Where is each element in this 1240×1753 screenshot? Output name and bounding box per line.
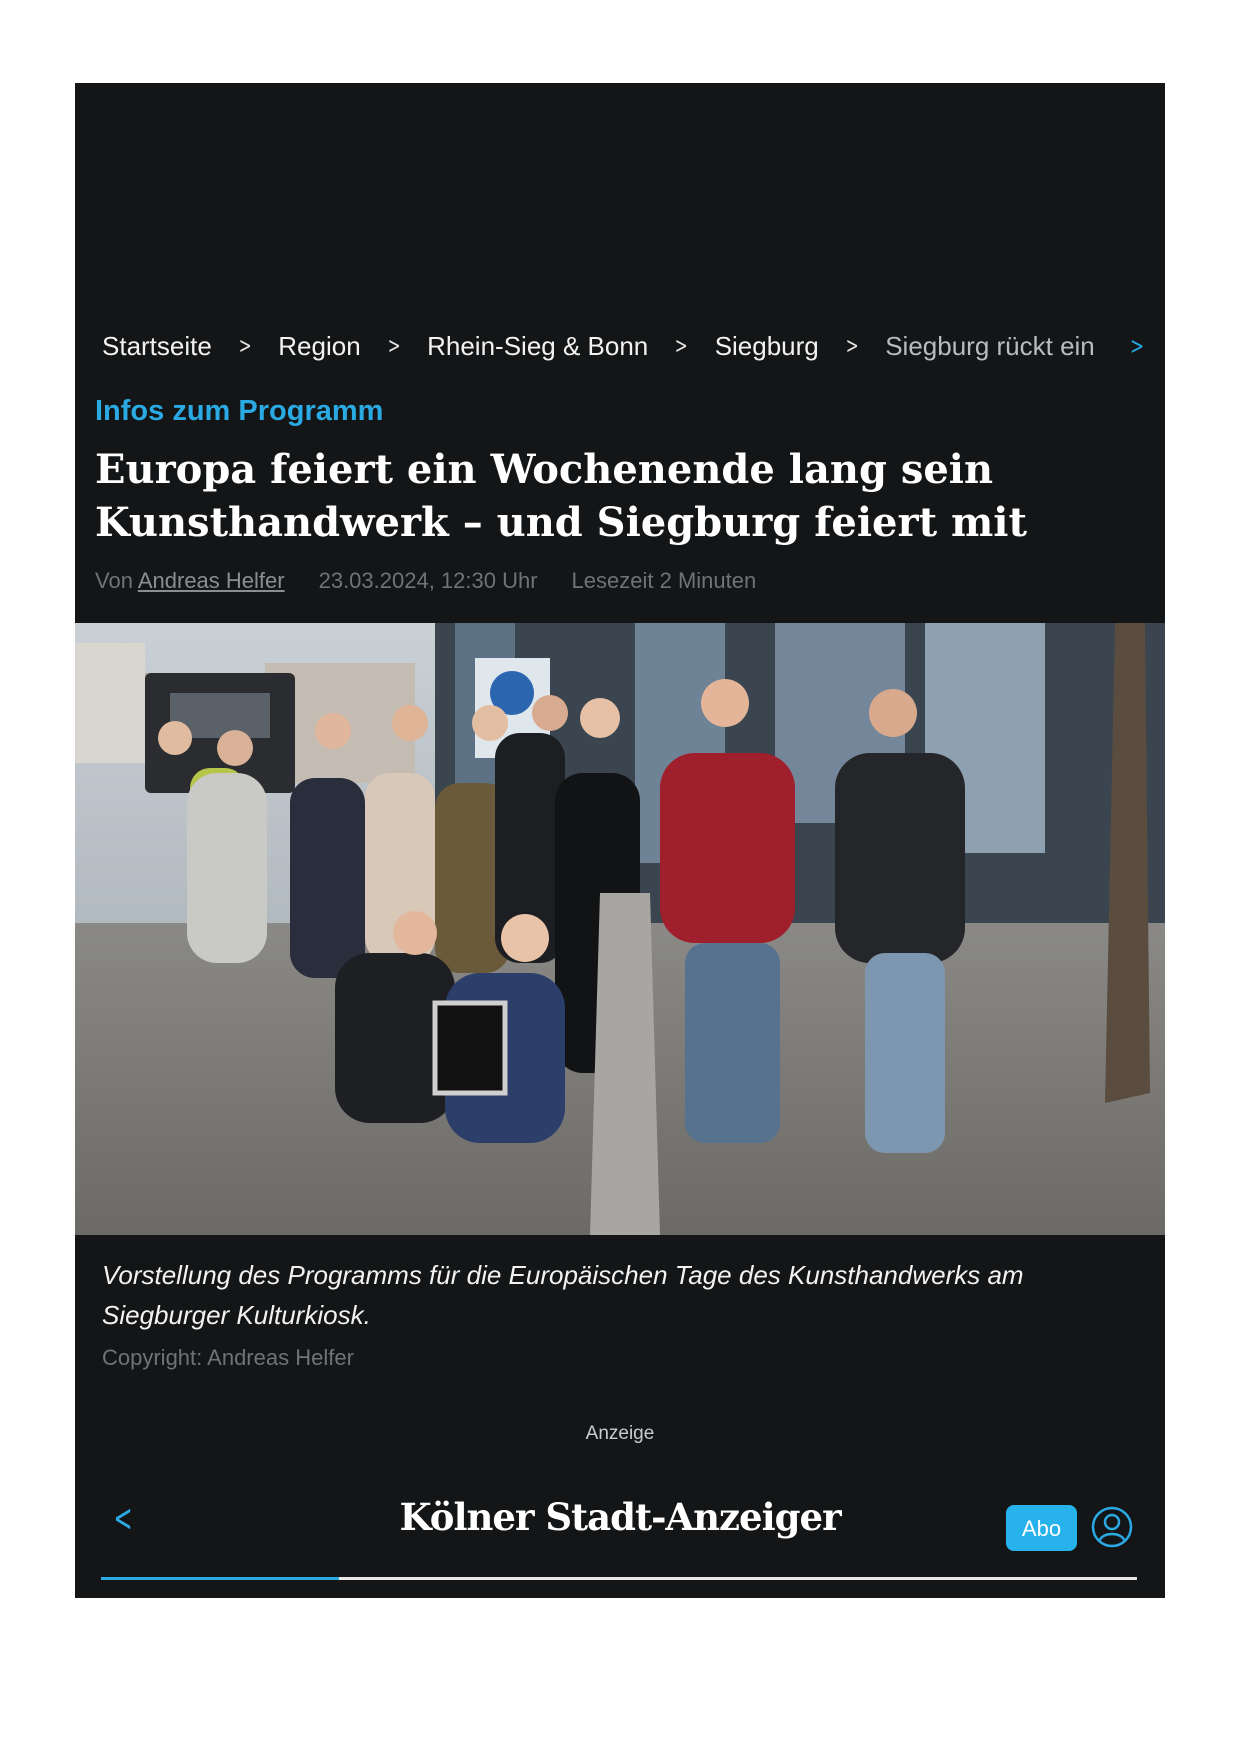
headline-line-1: Europa feiert ein Wochenende lang sein bbox=[95, 446, 994, 493]
chevron-right-icon: > bbox=[387, 333, 401, 359]
article-photo bbox=[75, 623, 1165, 1235]
publish-date: 23.03.2024, 12:30 Uhr bbox=[318, 568, 538, 593]
site-logo[interactable]: Kölner Stadt-Anzeiger bbox=[399, 1495, 841, 1539]
reading-time: Lesezeit 2 Minuten bbox=[571, 568, 757, 593]
breadcrumb-scroll-chevron-right-icon[interactable]: > bbox=[1129, 332, 1144, 360]
user-circle-icon[interactable] bbox=[1090, 1505, 1134, 1549]
reading-progress-track bbox=[101, 1577, 1137, 1580]
breadcrumb-item-startseite[interactable]: Startseite bbox=[102, 330, 212, 361]
photo-copyright: Copyright: Andreas Helfer bbox=[102, 1345, 354, 1370]
breadcrumb-item-rhein-sieg-bonn[interactable]: Rhein-Sieg & Bonn bbox=[427, 330, 649, 361]
chevron-right-icon: > bbox=[675, 333, 688, 359]
article-headline bbox=[95, 443, 1135, 549]
article-photo-image bbox=[75, 623, 1165, 1235]
ad-label: Anzeige bbox=[585, 1423, 655, 1444]
chevron-right-icon: > bbox=[845, 333, 859, 359]
photo-caption: Vorstellung des Programms für die Europäischen Tage des Kunsthandwerks am Siegburger Kulturkiosk. bbox=[102, 1260, 1024, 1330]
abo-button[interactable]: Abo bbox=[1006, 1505, 1077, 1551]
reading-progress-fill bbox=[101, 1577, 339, 1580]
breadcrumb-item-region[interactable]: Region bbox=[278, 330, 361, 361]
user-circle-icon-svg bbox=[1090, 1505, 1134, 1549]
breadcrumb-current: Siegburg rückt ein bbox=[885, 330, 1095, 361]
chevron-right-icon: > bbox=[238, 333, 252, 359]
headline-line-2: Kunsthandwerk – und Siegburg feiert mit bbox=[95, 499, 1027, 546]
byline bbox=[95, 568, 285, 594]
breadcrumb bbox=[102, 323, 1142, 369]
byline-prefix: Von bbox=[95, 568, 133, 593]
article-page bbox=[75, 83, 1165, 1598]
author-link[interactable]: Andreas Helfer bbox=[137, 568, 285, 593]
breadcrumb-item-siegburg[interactable]: Siegburg bbox=[714, 330, 819, 361]
chevron-left-icon[interactable]: < bbox=[113, 1496, 133, 1540]
article-kicker: Infos zum Programm bbox=[95, 395, 384, 427]
article-meta bbox=[95, 568, 756, 594]
